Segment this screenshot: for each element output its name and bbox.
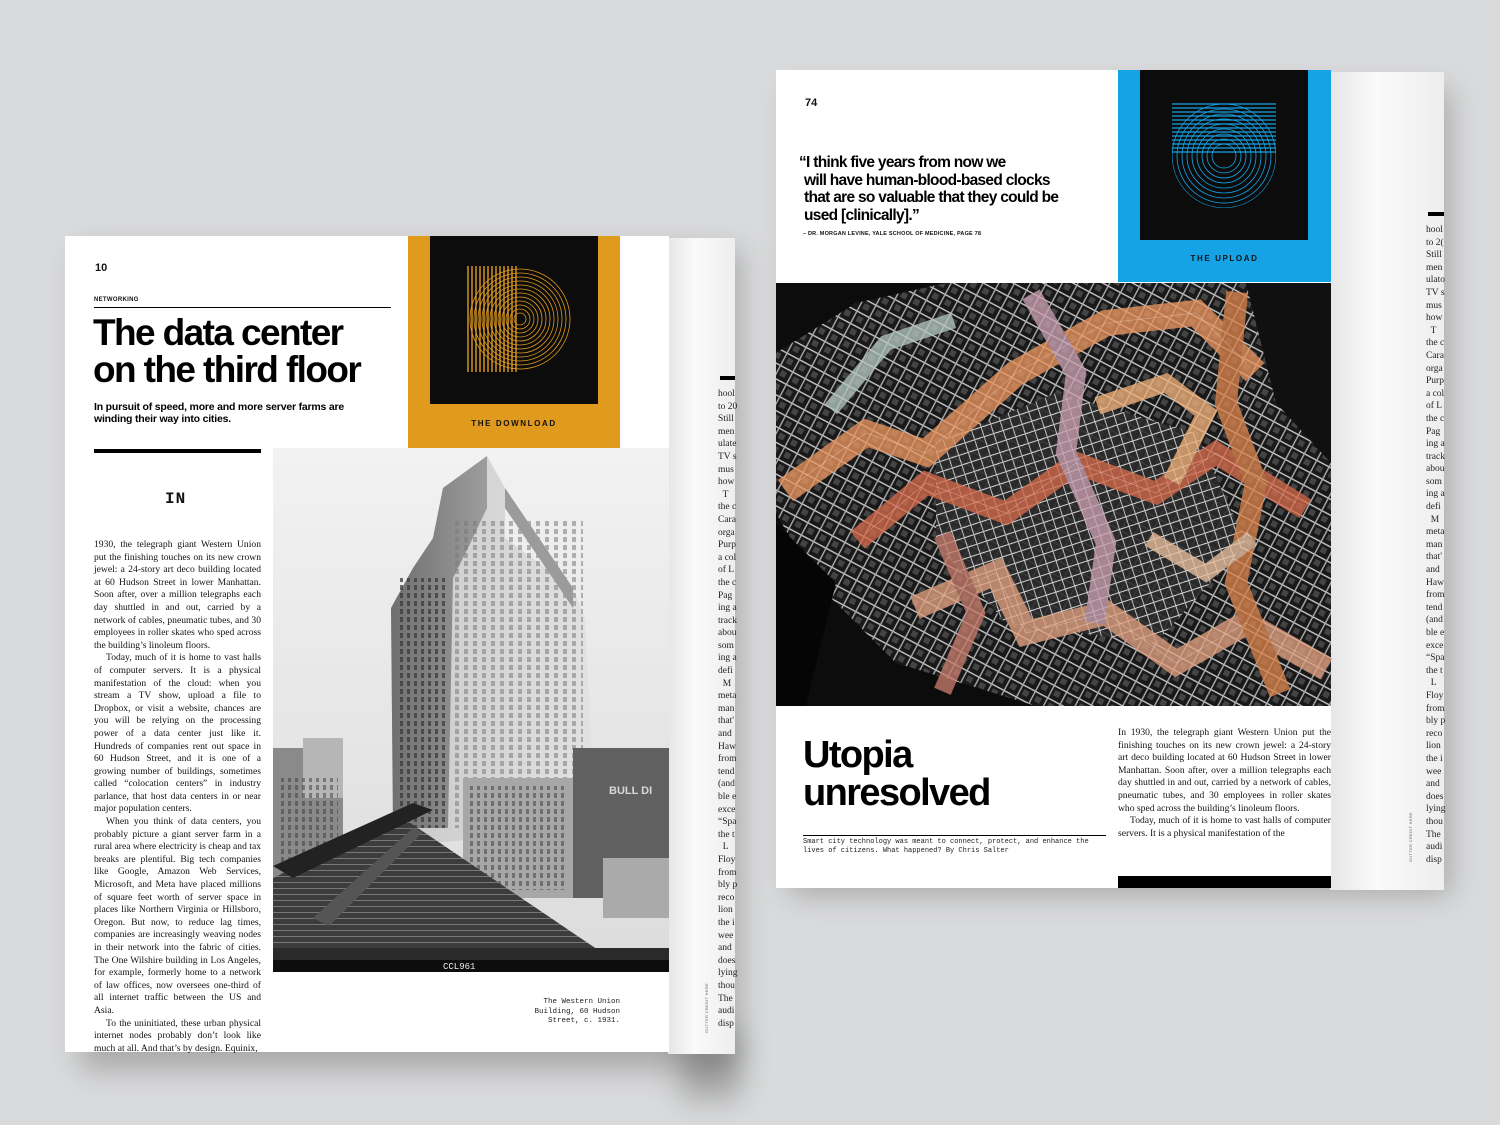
upload-logo-block [1118,70,1331,282]
left-headline-line-1: The data center [93,312,343,353]
left-body-paragraph: Today, much of it is home to vast halls of computer servers. It is a physical manifestation of the cloud: when you stream a TV show, upload a file to Dropbox, or visit a website, chances are you will be relying on the processing power of a data center just like it. Hundreds of companies rent out space in 60 Hudson Street, and it is one of a growing number of buildings, sometimes called “colocation centers” in industry parlance, that host data centers in or near major population centers. [94,652,261,815]
pull-quote-line: “I think five years from now we [799,154,1006,171]
left-headline-line-2: on the third floor [93,349,361,390]
right-headline [803,736,990,812]
right-edge-text-column: hool to 2( Still men ulato TV s mus how T the c Cara orga Purp a col of L the c Pag ing a track abou som ing a defi M meta man that' and Haw from tend (and ble e exce “Spa the t L Floy from bly p reco lion the i wee and does lying thou The audi disp [1426,225,1446,865]
left-magazine-next-page [668,238,738,1054]
upload-logo-square [1140,70,1308,240]
photo-caption: The Western Union Building, 60 Hudson Street, c. 1931. [534,998,620,1025]
left-body-paragraph: To the uninitiated, these urban physical internet nodes probably don’t look like much at all. And that’s by design. Equinix, [94,1017,261,1054]
left-dek: In pursuit of speed, more and more server farms are winding their way into cities. [94,401,345,425]
download-logo-block [408,236,620,448]
right-headline-line-2: unresolved [803,772,990,814]
left-section-rule [94,307,391,308]
pull-quote [799,154,1119,224]
u-letter-lines-icon [1140,70,1308,240]
right-body-paragraph: Today, much of it is home to vast halls of computer servers. It is a physical manifestation of the [1118,815,1331,839]
upload-logo-label: THE UPLOAD [1190,254,1259,263]
download-logo-label: THE DOWNLOAD [471,419,557,428]
left-body-paragraph: When you think of data centers, you probably picture a giant server farm in a rural area where electricity is cheap and tax breaks are plentiful. Big tech companies like Google, Amazon Web Services, Microsoft, and Meta have placed millions of square feet worth of server space in places like Northern Virginia or Hillsboro, Oregon. But now, to reduce lag times, companies are increasingly weaving nodes in their network into the fabric of cities. The One Wilshire building in Los Angeles, for example, formerly home to a network of law offices, now oversees one-third of all internet traffic between the US and Asia. [94,816,261,1016]
right-headline-line-1: Utopia [803,734,912,776]
photo-negative-number: CCL961 [443,962,476,972]
right-bottom-bar [1118,876,1331,888]
d-letter-lines-icon [430,236,598,404]
left-headline [93,314,360,388]
left-body-paragraph: 1930, the telegraph giant Western Union put the finishing touches on its new crown jewel: a 24-story art deco building located at 60 Hudson Street in lower Manhattan. Soon after, over a million telegraphs each day shuttled in and out, carried by a network of cables, pneumatic tubes, and 30 employees in roller skates who sped across the building’s linoleum floors. [94,539,261,651]
photo-wall-sign: BULL DI [609,785,653,797]
pull-quote-attribution: – DR. MORGAN LEVINE, YALE SCHOOL OF MEDICINE, PAGE 78 [803,231,982,237]
right-page-number: 74 [805,97,818,109]
right-body-paragraph: In 1930, the telegraph giant Western Union put the finishing touches on its new crown jewel: a 24-story art deco building located at 60 Hudson Street in lower Manhattan. Soon after, over a million telegraphs each day shuttled in and out, carried by a network of cables, pneumatic tubes, and 30 employees in roller skates who sped across the building’s linoleum floors. [1118,727,1331,814]
left-section-label: NETWORKING [94,297,139,303]
pull-quote-line: that are so valuable that they could be [804,189,1059,206]
western-union-building-photo [273,448,669,972]
pull-quote-line: used [clinically].” [804,206,920,224]
right-gutter-credit: GUTTER CREDIT HERE [1408,812,1413,862]
left-body-top-rule [94,449,261,453]
right-magazine-next-page [1330,72,1444,890]
left-gutter-credit: GUTTER CREDIT HERE [704,983,709,1033]
city-map-collage-image [776,283,1331,706]
right-body-text [1118,727,1331,840]
download-logo-square [430,236,598,404]
pull-quote-line: will have human-blood-based clocks [804,171,1050,189]
left-page [65,236,669,1052]
left-body-text [94,539,261,1055]
left-drop-word: IN [165,490,187,508]
left-edge-text-column: hool to 20 Still men ulate TV s mus how T the c Cara orga Purp a col of L the c Pag ing a track abou som ing a defi M meta man that' and Haw from tend (and ble e exce “Spa the t L Floy from bly p reco lion the i wee and does lying thou The audi disp [718,389,738,1029]
left-page-number: 10 [95,262,108,274]
right-dek-rule [803,835,1106,836]
right-page [776,70,1331,888]
right-dek: Smart city technology was meant to connect, protect, and enhance the lives of citizens. What happened? By Chris Salter [803,838,1089,855]
